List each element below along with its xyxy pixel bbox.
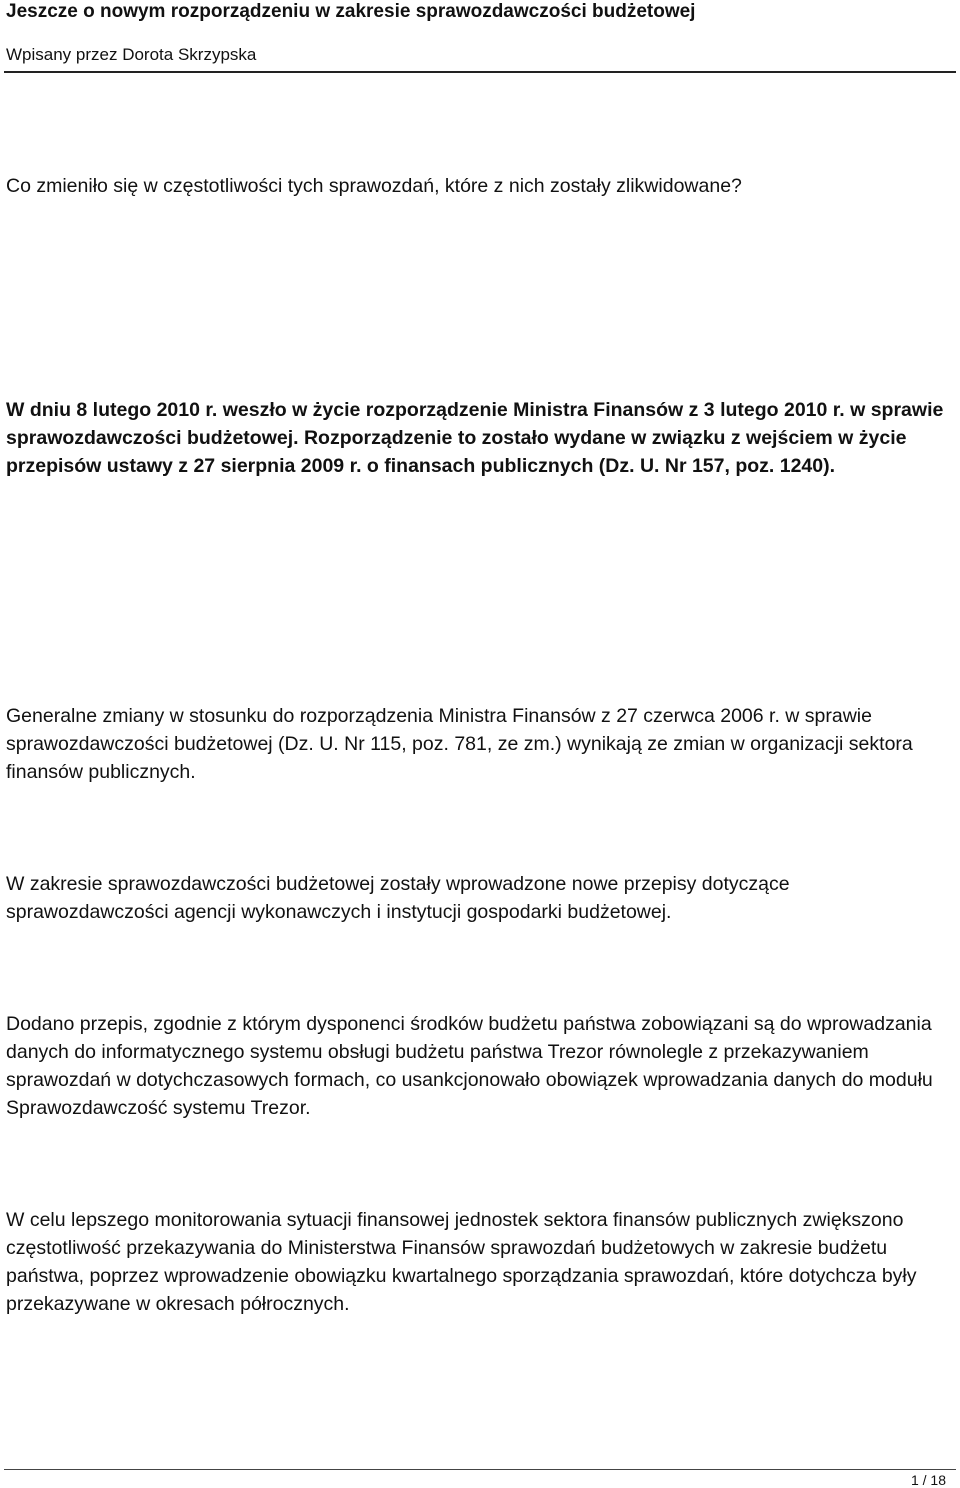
body-paragraph: Generalne zmiany w stosunku do rozporządzenia Ministra Finansów z 27 czerwca 2006 r. w sprawie sprawozdawczości budżetowej (Dz. U. Nr 115, poz. 781, ze zm.) wynikają ze zmian w organizacji sektora finansów publicznych. [6,705,913,783]
intro-question: Co zmieniło się w częstotliwości tych sprawozdań, które z nich zostały zlikwidowane? [6,175,742,197]
body-paragraph: Dodano przepis, zgodnie z którym dysponenci środków budżetu państwa zobowiązani są do wprowadzania danych do informatycznego systemu obsługi budżetu państwa Trezor równolegle z przekazywaniem sprawozdań w dotychczasowych formach, co usankcjonowało obowiązek wprowadzania danych do modułu Sprawozdawczość systemu Trezor. [6,1013,933,1119]
footer-divider [4,1469,956,1470]
body-paragraph: W celu lepszego monitorowania sytuacji finansowej jednostek sektora finansów publicznych zwiększono częstotliwość przekazywania do Ministerstwa Finansów sprawozdań budżetowych w zakresie budżetu państwa, poprzez wprowadzenie obowiązku kwartalnego sporządzania sprawozdań, które dotychcza były przekazywane w okresach półrocznych. [6,1209,917,1315]
page-number: 1 / 18 [910,1472,946,1488]
lead-paragraph: W dniu 8 lutego 2010 r. weszło w życie rozporządzenie Ministra Finansów z 3 lutego 2010 r. w sprawie sprawozdawczości budżetowej. Rozporządzenie to zostało wydane w związku z wejściem w życie przepisów ustawy z 27 sierpnia 2009 r. o finansach publicznych (Dz. U. Nr 157, poz. 1240). [6,399,944,477]
article-title: Jeszcze o nowym rozporządzeniu w zakresie sprawozdawczości budżetowej [6,1,696,22]
body-paragraph: W zakresie sprawozdawczości budżetowej zostały wprowadzone nowe przepisy dotyczące sprawozdawczości agencji wykonawczych i instytucji gospodarki budżetowej. [6,873,790,923]
article-author: Wpisany przez Dorota Skrzypska [6,45,257,64]
header-divider [4,71,956,73]
